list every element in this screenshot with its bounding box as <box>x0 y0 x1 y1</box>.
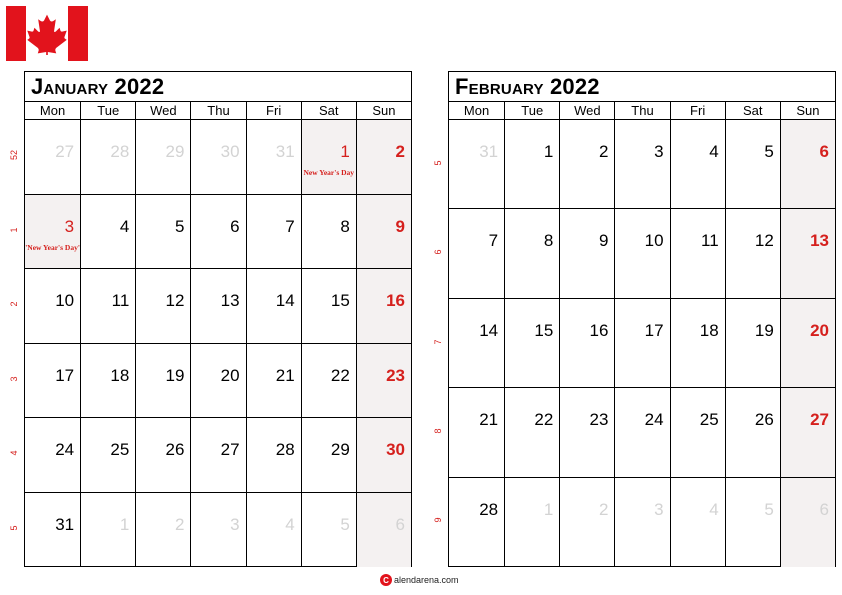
week-number: 5 <box>433 160 443 166</box>
day-number: 8 <box>340 216 350 236</box>
day-cell[interactable] <box>301 344 356 419</box>
day-number: 19 <box>754 320 774 340</box>
week-number: 7 <box>433 339 443 345</box>
day-cell[interactable] <box>25 344 80 419</box>
day-cell[interactable] <box>246 120 301 195</box>
weekday-label: Wed <box>559 102 614 120</box>
day-number: 18 <box>699 320 719 340</box>
day-number: 10 <box>55 291 75 310</box>
day-number: 20 <box>220 365 240 385</box>
day-number: 23 <box>589 410 609 430</box>
week-number: 2 <box>9 301 19 307</box>
day-number: 15 <box>534 320 554 340</box>
holiday-label: 'New Year's Day' <box>25 242 80 252</box>
day-cell[interactable] <box>725 120 780 209</box>
day-cell[interactable] <box>449 209 504 298</box>
day-number: 25 <box>110 440 130 459</box>
day-cell[interactable] <box>301 269 356 344</box>
day-number: 16 <box>589 320 609 340</box>
brand-text: alendarena.com <box>394 575 459 585</box>
day-cell[interactable] <box>449 388 504 477</box>
day-number: 28 <box>479 499 499 519</box>
day-cell[interactable] <box>135 344 190 419</box>
day-cell[interactable] <box>80 493 135 568</box>
day-number: 2 <box>395 142 405 161</box>
day-cell[interactable] <box>614 388 669 477</box>
day-cell[interactable] <box>614 478 669 567</box>
day-number: 29 <box>165 142 185 161</box>
day-cell[interactable] <box>246 493 301 568</box>
day-cell[interactable] <box>135 493 190 568</box>
day-number: 29 <box>330 440 350 459</box>
day-cell[interactable] <box>246 195 301 270</box>
day-number: 30 <box>220 142 240 161</box>
day-number: 1 <box>119 514 130 534</box>
day-number: 1 <box>340 142 350 161</box>
day-cell[interactable] <box>25 418 80 493</box>
day-number: 14 <box>275 291 295 310</box>
day-number: 21 <box>275 365 295 385</box>
day-cell[interactable] <box>356 493 411 568</box>
day-cell[interactable] <box>356 344 411 419</box>
day-cell[interactable] <box>725 478 780 567</box>
day-number: 13 <box>810 231 829 251</box>
day-cell[interactable] <box>356 120 411 195</box>
day-cell[interactable] <box>559 299 614 388</box>
day-cell[interactable] <box>25 269 80 344</box>
day-cell[interactable] <box>449 299 504 388</box>
day-number: 19 <box>165 365 185 385</box>
week-number: 3 <box>9 376 19 382</box>
day-number: 27 <box>55 142 75 161</box>
day-cell[interactable] <box>780 120 835 209</box>
day-number: 3 <box>230 514 240 534</box>
day-cell[interactable] <box>449 478 504 567</box>
day-number: 17 <box>55 365 75 385</box>
weekday-label: Wed <box>135 102 190 120</box>
day-cell[interactable] <box>190 344 245 419</box>
calendarena-logo-icon: C <box>380 574 392 586</box>
day-number: 30 <box>386 440 405 459</box>
day-number: 4 <box>709 499 719 519</box>
week-number: 4 <box>9 450 19 456</box>
day-cell[interactable] <box>80 120 135 195</box>
day-number: 28 <box>110 142 130 161</box>
day-cell[interactable] <box>670 209 725 298</box>
weekday-label: Mon <box>25 102 80 120</box>
day-number: 10 <box>644 231 664 251</box>
day-number: 5 <box>764 499 774 519</box>
day-cell[interactable] <box>504 478 559 567</box>
day-number: 22 <box>534 410 554 430</box>
day-number: 1 <box>543 142 554 161</box>
weekday-header <box>25 102 411 120</box>
calendar-january <box>24 71 412 567</box>
day-number: 3 <box>654 142 664 161</box>
day-cell[interactable] <box>135 269 190 344</box>
day-number: 14 <box>479 320 499 340</box>
day-number: 4 <box>119 216 130 236</box>
day-number: 12 <box>754 231 774 251</box>
week-number: 6 <box>433 249 443 255</box>
day-number: 2 <box>598 142 609 161</box>
day-cell[interactable] <box>670 120 725 209</box>
day-number: 4 <box>285 514 295 534</box>
day-number: 21 <box>479 410 499 430</box>
day-number: 20 <box>810 320 829 340</box>
week-number: 5 <box>9 525 19 531</box>
day-number: 6 <box>819 142 829 161</box>
weekday-label: Sun <box>780 102 835 120</box>
day-cell[interactable] <box>504 209 559 298</box>
day-number: 9 <box>598 231 609 251</box>
day-cell[interactable] <box>25 195 80 270</box>
weekday-label: Tue <box>504 102 559 120</box>
day-cell[interactable] <box>725 299 780 388</box>
day-number: 31 <box>55 514 75 534</box>
day-cell[interactable] <box>504 120 559 209</box>
day-number: 2 <box>174 514 185 534</box>
weekday-label: Thu <box>190 102 245 120</box>
day-number: 2 <box>598 499 609 519</box>
day-number: 15 <box>330 291 350 310</box>
day-cell[interactable] <box>356 269 411 344</box>
day-number: 11 <box>701 231 719 251</box>
day-cell[interactable] <box>559 120 614 209</box>
day-cell[interactable] <box>25 120 80 195</box>
day-cell[interactable] <box>725 388 780 477</box>
day-cell[interactable] <box>246 344 301 419</box>
flag-left-bar <box>6 6 26 61</box>
day-cell[interactable] <box>356 195 411 270</box>
day-cell[interactable] <box>246 418 301 493</box>
day-number: 11 <box>111 291 130 310</box>
day-cell[interactable] <box>559 478 614 567</box>
week-number: 8 <box>433 428 443 434</box>
weekday-label: Thu <box>614 102 669 120</box>
weekday-header <box>449 102 835 120</box>
day-cell[interactable] <box>780 478 835 567</box>
day-cell[interactable] <box>190 493 245 568</box>
day-cell[interactable] <box>301 493 356 568</box>
week-number: 52 <box>9 150 19 161</box>
holiday-label: New Year's Day <box>303 168 355 177</box>
day-number: 25 <box>699 410 719 430</box>
week-number: 9 <box>433 517 443 523</box>
day-number: 24 <box>55 440 75 459</box>
calendar-february <box>448 71 836 567</box>
day-number: 5 <box>764 142 774 161</box>
day-number: 3 <box>64 216 75 236</box>
weekday-label: Fri <box>246 102 301 120</box>
day-cell[interactable] <box>780 299 835 388</box>
day-cell[interactable] <box>559 209 614 298</box>
weekday-label: Sun <box>356 102 411 120</box>
day-number: 23 <box>386 365 405 385</box>
day-cell[interactable] <box>301 195 356 270</box>
day-number: 7 <box>285 216 295 236</box>
day-cell[interactable] <box>614 299 669 388</box>
day-number: 5 <box>174 216 185 236</box>
day-cell[interactable] <box>190 120 245 195</box>
week-number: 1 <box>9 227 19 233</box>
day-number: 18 <box>110 365 130 385</box>
day-number: 22 <box>330 365 350 385</box>
day-cell[interactable] <box>725 209 780 298</box>
day-cell[interactable] <box>780 388 835 477</box>
day-number: 8 <box>543 231 554 251</box>
day-cell[interactable] <box>25 493 80 568</box>
day-number: 26 <box>754 410 774 430</box>
day-grid <box>25 120 411 567</box>
flag-right-bar <box>68 6 88 61</box>
day-cell[interactable] <box>614 120 669 209</box>
weekday-label: Sat <box>725 102 780 120</box>
day-cell[interactable] <box>190 418 245 493</box>
day-cell[interactable] <box>135 195 190 270</box>
canada-flag-icon <box>6 6 88 61</box>
day-number: 6 <box>395 514 405 534</box>
day-cell[interactable] <box>246 269 301 344</box>
day-cell[interactable] <box>670 478 725 567</box>
day-cell[interactable] <box>780 209 835 298</box>
day-number: 12 <box>165 291 185 310</box>
day-cell[interactable] <box>670 299 725 388</box>
day-number: 13 <box>220 291 240 310</box>
day-number: 24 <box>644 410 664 430</box>
day-number: 5 <box>340 514 350 534</box>
day-cell[interactable] <box>80 344 135 419</box>
day-cell[interactable] <box>504 388 559 477</box>
day-cell[interactable] <box>614 209 669 298</box>
day-cell[interactable] <box>356 418 411 493</box>
weekday-label: Sat <box>301 102 356 120</box>
day-cell[interactable] <box>449 120 504 209</box>
day-cell[interactable] <box>135 418 190 493</box>
day-cell[interactable] <box>504 299 559 388</box>
day-number: 26 <box>165 440 185 459</box>
day-cell[interactable] <box>80 195 135 270</box>
day-number: 7 <box>488 231 499 251</box>
day-cell[interactable] <box>670 388 725 477</box>
day-grid <box>449 120 835 567</box>
day-number: 31 <box>275 142 295 161</box>
day-cell[interactable] <box>301 120 356 195</box>
day-number: 27 <box>220 440 240 459</box>
day-number: 6 <box>230 216 240 236</box>
day-cell[interactable] <box>301 418 356 493</box>
day-cell[interactable] <box>135 120 190 195</box>
maple-leaf-icon <box>26 13 68 55</box>
day-number: 27 <box>810 410 829 430</box>
weekday-label: Fri <box>670 102 725 120</box>
month-title: January 2022 <box>25 72 411 102</box>
day-number: 17 <box>644 320 664 340</box>
day-number: 3 <box>654 499 664 519</box>
day-number: 4 <box>709 142 719 161</box>
day-cell[interactable] <box>190 195 245 270</box>
flag-center <box>26 6 68 61</box>
day-cell[interactable] <box>80 418 135 493</box>
day-number: 6 <box>819 499 829 519</box>
weekday-label: Tue <box>80 102 135 120</box>
day-number: 9 <box>395 216 405 236</box>
day-cell[interactable] <box>559 388 614 477</box>
day-cell[interactable] <box>80 269 135 344</box>
weekday-label: Mon <box>449 102 504 120</box>
calendarena-logo[interactable] <box>380 574 459 586</box>
day-cell[interactable] <box>190 269 245 344</box>
day-number: 31 <box>479 142 499 161</box>
day-number: 16 <box>386 291 405 310</box>
day-number: 1 <box>543 499 554 519</box>
month-title: February 2022 <box>449 72 835 102</box>
day-number: 28 <box>275 440 295 459</box>
